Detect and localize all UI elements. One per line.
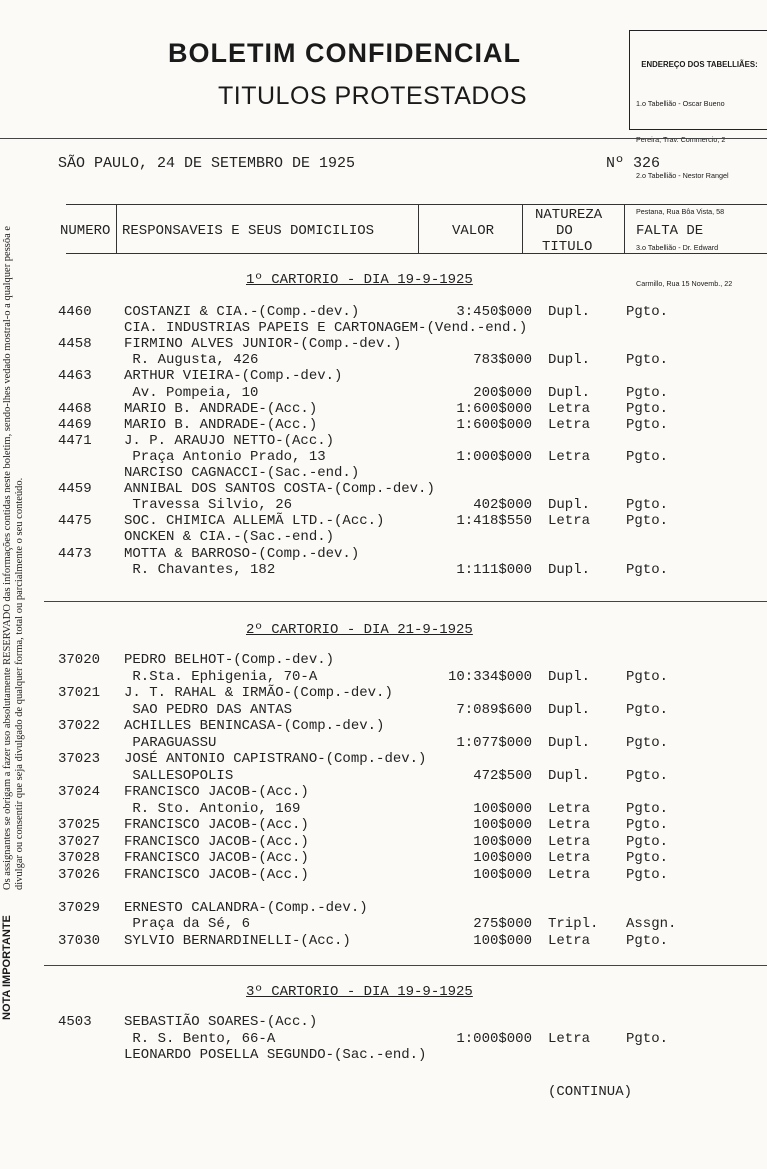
- address-line: 3.o Tabellião - Dr. Edward: [636, 243, 719, 252]
- row-valor: 100$000: [473, 867, 532, 883]
- row-natureza: Dupl.: [548, 735, 591, 751]
- row-falta: Pgto.: [626, 1031, 669, 1047]
- row-falta: Pgto.: [626, 933, 669, 949]
- nota-importante: NOTA IMPORTANTE: [1, 915, 13, 1020]
- row-responsavel: R.Sta. Ephigenia, 70-A: [124, 669, 318, 685]
- row-falta: Pgto.: [626, 834, 669, 850]
- row-number: 37029: [58, 900, 101, 916]
- row-responsavel: R. Chavantes, 182: [124, 562, 276, 578]
- bulletin-subtitle: TITULOS PROTESTADOS: [218, 82, 528, 110]
- row-natureza: Dupl.: [548, 669, 591, 685]
- row-valor: 1:418$550: [456, 513, 532, 529]
- row-valor: 3:450$000: [456, 304, 532, 320]
- header-natureza: NATUREZA: [535, 207, 603, 223]
- confidentiality-notice: Os assignantes se obrigam a fazer uso absolutamente RESERVADO das informações contidas neste boletim, sendo-lhes vedado mostral-o a qualquer pessôa e divulgar ou consentir que seja divulgado de qualquer forma, total ou parcialmente o seu conteúdo.: [2, 225, 25, 890]
- row-responsavel: JOSÉ ANTONIO CAPISTRANO-(Comp.-dev.): [124, 751, 427, 767]
- address-line: Carmillo, Rua 15 Novemb., 22: [636, 279, 733, 288]
- row-responsavel: Praça Antonio Prado, 13: [124, 449, 326, 465]
- section-title: 2º CARTORIO - DIA 21-9-1925: [246, 622, 473, 638]
- row-valor: 7:089$600: [456, 702, 532, 718]
- row-natureza: Letra: [548, 933, 591, 949]
- row-responsavel: ONCKEN & CIA.-(Sac.-end.): [124, 529, 335, 545]
- row-responsavel: R. Augusta, 426: [124, 352, 259, 368]
- header-falta: FALTA DE: [636, 223, 704, 239]
- row-number: 37021: [58, 685, 101, 701]
- row-responsavel: SAO PEDRO DAS ANTAS: [124, 702, 293, 718]
- row-valor: 1:600$000: [456, 401, 532, 417]
- address-line: Pereira, Trav. Commercio, 2: [636, 135, 726, 144]
- row-responsavel: COSTANZI & CIA.-(Comp.-dev.): [124, 304, 360, 320]
- row-falta: Pgto.: [626, 562, 669, 578]
- row-valor: 100$000: [473, 817, 532, 833]
- row-responsavel: FIRMINO ALVES JUNIOR-(Comp.-dev.): [124, 336, 402, 352]
- row-natureza: Dupl.: [548, 562, 591, 578]
- row-falta: Assgn.: [626, 916, 677, 932]
- row-natureza: Dupl.: [548, 304, 591, 320]
- continua-label: (CONTINUA): [548, 1084, 633, 1100]
- row-natureza: Dupl.: [548, 352, 591, 368]
- row-natureza: Dupl.: [548, 702, 591, 718]
- row-responsavel: R. S. Bento, 66-A: [124, 1031, 276, 1047]
- row-falta: Pgto.: [626, 850, 669, 866]
- row-natureza: Dupl.: [548, 385, 591, 401]
- header-responsaveis: RESPONSAVEIS E SEUS DOMICILIOS: [122, 223, 375, 239]
- row-responsavel: ERNESTO CALANDRA-(Comp.-dev.): [124, 900, 368, 916]
- row-number: 4458: [58, 336, 92, 352]
- row-valor: 1:000$000: [456, 449, 532, 465]
- row-responsavel: MOTTA & BARROSO-(Comp.-dev.): [124, 546, 360, 562]
- column-divider: [624, 204, 625, 254]
- row-falta: Pgto.: [626, 449, 669, 465]
- row-falta: Pgto.: [626, 513, 669, 529]
- row-responsavel: NARCISO CAGNACCI-(Sac.-end.): [124, 465, 360, 481]
- row-falta: Pgto.: [626, 801, 669, 817]
- address-line: 1.o Tabellião - Oscar Bueno: [636, 99, 725, 108]
- place-date: SÃO PAULO, 24 DE SETEMBRO DE 1925: [58, 155, 356, 172]
- row-responsavel: ANNIBAL DOS SANTOS COSTA-(Comp.-dev.): [124, 481, 435, 497]
- row-responsavel: CIA. INDUSTRIAS PAPEIS E CARTONAGEM-(Vend.-end.): [124, 320, 528, 336]
- row-falta: Pgto.: [626, 417, 669, 433]
- row-valor: 472$500: [473, 768, 532, 784]
- row-number: 4468: [58, 401, 92, 417]
- row-responsavel: SOC. CHIMICA ALLEMÃ LTD.-(Acc.): [124, 513, 385, 529]
- row-number: 4463: [58, 368, 92, 384]
- row-falta: Pgto.: [626, 401, 669, 417]
- row-falta: Pgto.: [626, 735, 669, 751]
- section-divider: [44, 601, 767, 602]
- row-falta: Pgto.: [626, 669, 669, 685]
- row-responsavel: J. T. RAHAL & IRMÃO-(Comp.-dev.): [124, 685, 393, 701]
- row-number: 4471: [58, 433, 92, 449]
- row-natureza: Letra: [548, 401, 591, 417]
- row-valor: 1:111$000: [456, 562, 532, 578]
- row-falta: Pgto.: [626, 702, 669, 718]
- row-responsavel: R. Sto. Antonio, 169: [124, 801, 301, 817]
- row-valor: 783$000: [473, 352, 532, 368]
- row-number: 4475: [58, 513, 92, 529]
- row-responsavel: Travessa Silvio, 26: [124, 497, 293, 513]
- row-falta: Pgto.: [626, 352, 669, 368]
- row-natureza: Letra: [548, 1031, 591, 1047]
- row-valor: 1:000$000: [456, 1031, 532, 1047]
- row-falta: Pgto.: [626, 867, 669, 883]
- row-number: 4469: [58, 417, 92, 433]
- row-valor: 100$000: [473, 850, 532, 866]
- header-natureza-do: DO: [556, 223, 573, 239]
- row-valor: 100$000: [473, 933, 532, 949]
- column-divider: [418, 204, 419, 254]
- row-responsavel: SEBASTIÃO SOARES-(Acc.): [124, 1014, 318, 1030]
- row-responsavel: SALLESOPOLIS: [124, 768, 234, 784]
- row-natureza: Letra: [548, 867, 591, 883]
- bulletin-number: Nº 326: [606, 155, 661, 172]
- row-valor: 402$000: [473, 497, 532, 513]
- row-natureza: Letra: [548, 417, 591, 433]
- row-number: 37024: [58, 784, 101, 800]
- row-valor: 10:334$000: [447, 669, 532, 685]
- row-responsavel: Av. Pompeia, 10: [124, 385, 259, 401]
- section-title: 1º CARTORIO - DIA 19-9-1925: [246, 272, 473, 288]
- row-responsavel: ACHILLES BENINCASA-(Comp.-dev.): [124, 718, 385, 734]
- row-number: 37025: [58, 817, 101, 833]
- address-line: 2.o Tabellião - Nestor Rangel: [636, 171, 729, 180]
- address-box-heading: ENDEREÇO DOS TABELLIÃES:: [641, 60, 758, 69]
- row-responsavel: FRANCISCO JACOB-(Acc.): [124, 817, 309, 833]
- header-natureza-titulo: TITULO: [542, 239, 593, 255]
- row-number: 37022: [58, 718, 101, 734]
- row-number: 37027: [58, 834, 101, 850]
- row-falta: Pgto.: [626, 385, 669, 401]
- row-natureza: Letra: [548, 817, 591, 833]
- row-number: 4460: [58, 304, 92, 320]
- row-valor: 275$000: [473, 916, 532, 932]
- row-natureza: Letra: [548, 449, 591, 465]
- row-number: 37028: [58, 850, 101, 866]
- row-responsavel: MARIO B. ANDRADE-(Acc.): [124, 417, 318, 433]
- row-falta: Pgto.: [626, 497, 669, 513]
- row-falta: Pgto.: [626, 768, 669, 784]
- header-rule: [0, 138, 767, 139]
- section-title: 3º CARTORIO - DIA 19-9-1925: [246, 984, 473, 1000]
- row-number: 37026: [58, 867, 101, 883]
- row-responsavel: Praça da Sé, 6: [124, 916, 251, 932]
- row-valor: 1:077$000: [456, 735, 532, 751]
- row-natureza: Dupl.: [548, 768, 591, 784]
- row-number: 37023: [58, 751, 101, 767]
- header-numero: NUMERO: [60, 223, 111, 239]
- column-divider: [522, 204, 523, 254]
- row-number: 4503: [58, 1014, 92, 1030]
- bulletin-title: BOLETIM CONFIDENCIAL: [168, 38, 521, 68]
- row-number: 37020: [58, 652, 101, 668]
- row-responsavel: SYLVIO BERNARDINELLI-(Acc.): [124, 933, 351, 949]
- header-valor: VALOR: [452, 223, 495, 239]
- row-natureza: Letra: [548, 850, 591, 866]
- row-valor: 200$000: [473, 385, 532, 401]
- row-valor: 1:600$000: [456, 417, 532, 433]
- row-valor: 100$000: [473, 834, 532, 850]
- row-natureza: Dupl.: [548, 497, 591, 513]
- row-valor: 100$000: [473, 801, 532, 817]
- row-responsavel: LEONARDO POSELLA SEGUNDO-(Sac.-end.): [124, 1047, 427, 1063]
- row-number: 4473: [58, 546, 92, 562]
- row-responsavel: FRANCISCO JACOB-(Acc.): [124, 850, 309, 866]
- row-responsavel: PARAGUASSU: [124, 735, 217, 751]
- row-responsavel: FRANCISCO JACOB-(Acc.): [124, 784, 309, 800]
- row-natureza: Letra: [548, 801, 591, 817]
- row-number: 4459: [58, 481, 92, 497]
- row-falta: Pgto.: [626, 304, 669, 320]
- row-responsavel: ARTHUR VIEIRA-(Comp.-dev.): [124, 368, 343, 384]
- row-responsavel: MARIO B. ANDRADE-(Acc.): [124, 401, 318, 417]
- row-natureza: Tripl.: [548, 916, 599, 932]
- row-responsavel: J. P. ARAUJO NETTO-(Acc.): [124, 433, 335, 449]
- row-responsavel: FRANCISCO JACOB-(Acc.): [124, 834, 309, 850]
- row-number: 37030: [58, 933, 101, 949]
- row-falta: Pgto.: [626, 817, 669, 833]
- row-responsavel: PEDRO BELHOT-(Comp.-dev.): [124, 652, 335, 668]
- section-divider: [44, 965, 767, 966]
- row-natureza: Letra: [548, 513, 591, 529]
- column-divider: [116, 204, 117, 254]
- address-line: Pestana, Rua Bôa Vista, 58: [636, 207, 725, 216]
- row-responsavel: FRANCISCO JACOB-(Acc.): [124, 867, 309, 883]
- row-natureza: Letra: [548, 834, 591, 850]
